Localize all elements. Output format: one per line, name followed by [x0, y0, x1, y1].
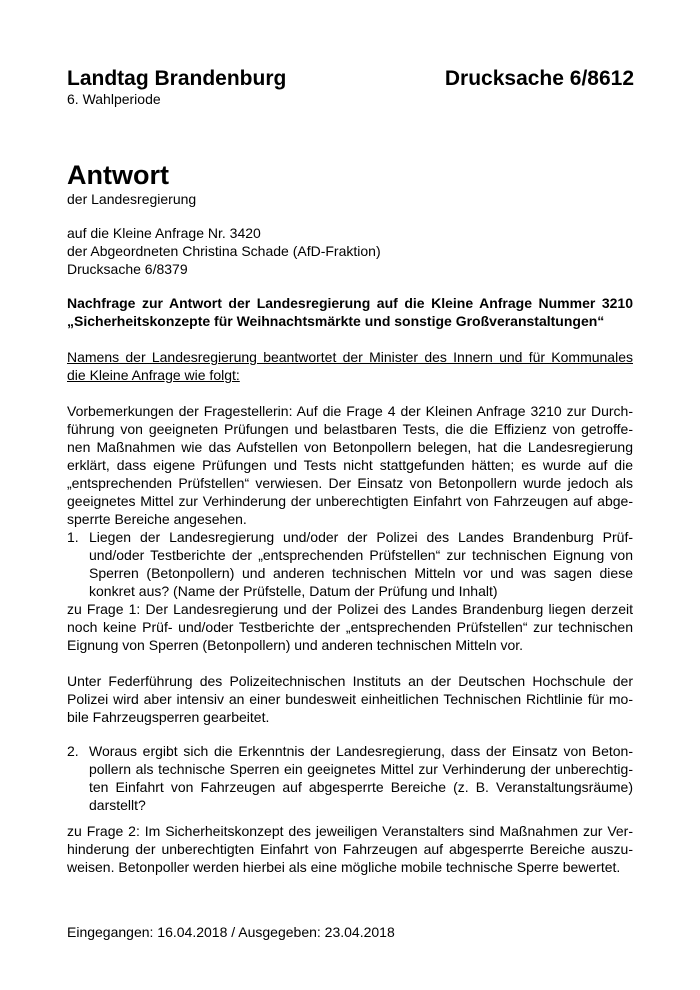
answer-line: bile Fahrzeugsperren gearbeitet. [67, 709, 270, 725]
question-1 [67, 528, 633, 600]
preamble-line: führung von geeigneten Prüfungen und belastbaren Tests, die die Effizienz von getroffe- [67, 421, 633, 437]
subject-line: Nachfrage zur Antwort der Landesregierung auf die Kleine Anfrage Nummer 3210 [67, 295, 633, 311]
reference-line: Drucksache 6/8379 [67, 261, 188, 277]
question-number: 1. [67, 529, 79, 545]
answer-1-continued [67, 672, 633, 726]
question-line: konkret aus? (Name der Prüfstelle, Datum der Prüfung und Inhalt) [89, 583, 498, 599]
intro-block [67, 348, 633, 384]
question-line: Sperren (Betonpollern) und anderen technischen Mitteln vor und was sagen diese [89, 565, 633, 581]
wahlperiode: 6. Wahlperiode [67, 91, 161, 107]
answer-line: zu Frage 2: Im Sicherheitskonzept des jeweiligen Veranstalters sind Maßnahmen zur Ver- [67, 823, 633, 839]
preamble-line: erklärt, dass eigene Prüfungen und Tests nicht stattgefunden hätten; es wurde auf die [67, 457, 633, 473]
question-line: und/oder Testberichte der „entsprechenden Prüfstellen“ zur technischen Eignung von [89, 547, 633, 563]
reference-line: der Abgeordneten Christina Schade (AfD-Fraktion) [67, 243, 381, 259]
footer-dates: Eingegangen: 16.04.2018 / Ausgegeben: 23.04.2018 [67, 924, 395, 940]
document-subtitle: der Landesregierung [67, 191, 197, 207]
drucksache-number: Drucksache 6/8612 [444, 67, 634, 90]
preamble-line: „entsprechenden Prüfstellen“ verwiesen. Der Einsatz von Betonpollern wurde jedoch als [67, 475, 633, 491]
document-title: Antwort [67, 160, 169, 190]
answer-line: Unter Federführung des Polizeitechnischen Instituts an der Deutschen Hochschule der [67, 673, 633, 689]
intro-line: Namens der Landesregierung beantwortet der Minister des Innern und für Kommunales [67, 349, 633, 365]
question-line: pollern als technische Sperren ein geeignetes Mittel zur Verhinderung der unberechtig- [89, 761, 633, 777]
preamble-line: nen Maßnahmen wie das Aufstellen von Betonpollern belegen, hat die Landesregierung [67, 439, 633, 455]
question-line: darstellt? [89, 797, 146, 813]
subject-block [67, 294, 633, 330]
question-text [89, 528, 633, 600]
reference-line: auf die Kleine Anfrage Nr. 3420 [67, 225, 261, 241]
answer-line: zu Frage 1: Der Landesregierung und der Polizei des Landes Brandenburg liegen derzeit [67, 601, 633, 617]
question-line: Liegen der Landesregierung und/oder der Polizei des Landes Brandenburg Prüf- [89, 529, 633, 545]
preamble-line: geeignetes Mittel zur Verhinderung der unberechtigten Einfahrt von Fahrzeugen auf abge- [67, 493, 633, 509]
question-2 [67, 742, 633, 814]
question-line: ten Einfahrt von Fahrzeugen auf abgesperrte Bereiche (z. B. Veranstaltungsräume) [89, 779, 633, 795]
preamble-line: sperrte Bereiche angesehen. [67, 511, 247, 527]
question-text [89, 742, 633, 814]
answer-line: hinderung der unberechtigten Einfahrt von Fahrzeugen auf abgesperrte Bereiche auszu- [67, 841, 633, 857]
answer-line: weisen. Betonpoller werden hierbei als eine mögliche mobile technische Sperre bewertet. [67, 859, 621, 875]
answer-line: Polizei wird aber intensiv an einer bundesweit einheitlichen Technischen Richtlinie für mo- [67, 691, 633, 707]
question-number: 2. [67, 743, 79, 759]
answer-1 [67, 600, 633, 654]
answer-line: noch keine Prüf- und/oder Testberichte der „entsprechenden Prüfstellen“ zur technischen [67, 619, 633, 635]
answer-2 [67, 822, 633, 876]
reference-block [67, 224, 633, 278]
institution-name: Landtag Brandenburg [67, 67, 287, 90]
intro-line: die Kleine Anfrage wie folgt: [67, 367, 240, 383]
answer-line: Eignung von Sperren (Betonpollern) und anderen technischen Mitteln vor. [67, 637, 524, 653]
question-line: Woraus ergibt sich die Erkenntnis der Landesregierung, dass der Einsatz von Beton- [89, 743, 633, 759]
preamble-paragraph [67, 402, 633, 528]
preamble-line: Vorbemerkungen der Fragestellerin: Auf die Frage 4 der Kleinen Anfrage 3210 zur Durch- [67, 403, 633, 419]
subject-line: „Sicherheitskonzepte für Weihnachtsmärkte und sonstige Großveranstaltungen“ [67, 313, 605, 329]
